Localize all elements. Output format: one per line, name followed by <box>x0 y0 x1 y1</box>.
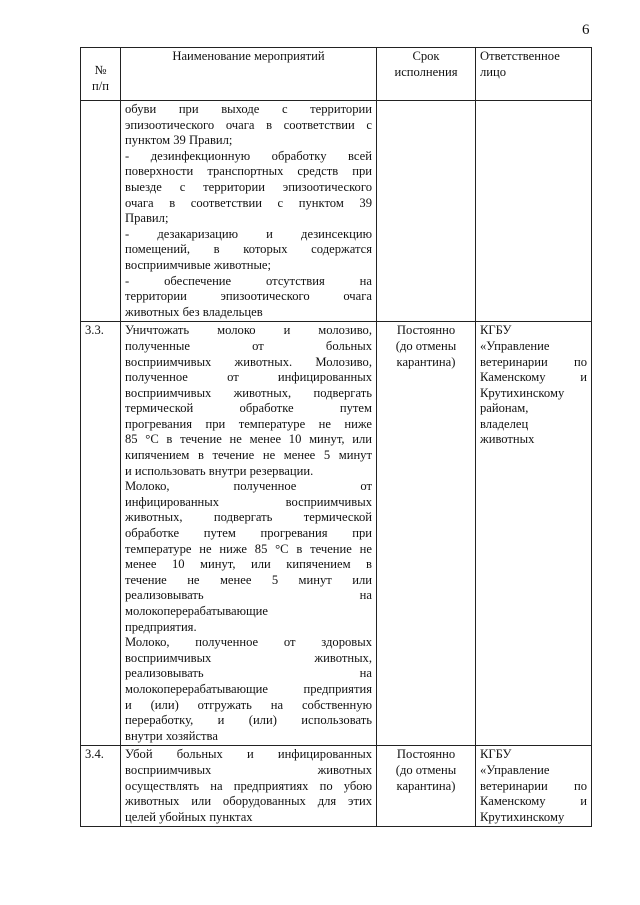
measure-line: кипячением в течение не менее 5 минут <box>125 448 372 463</box>
table-row <box>81 322 592 746</box>
header-deadline <box>377 48 476 101</box>
measure-line: восприимчивых животных. Молозиво, <box>125 354 372 369</box>
measure-line: течение не менее 5 минут или <box>125 572 372 587</box>
measure-line: температуре не ниже 85 °С в течение не <box>125 541 372 556</box>
responsible-line: КГБУ <box>480 747 512 762</box>
measure-line: Правил; <box>125 211 169 226</box>
measure-line: молокоперерабатывающие <box>125 604 269 618</box>
measure-line: Молоко, полученное от <box>125 479 372 494</box>
measure-line: переработку, и (или) использовать <box>125 713 372 728</box>
measure-line: эпизоотического очага в соответствии с <box>125 117 372 132</box>
measure-line: восприимчивых животных, <box>125 650 372 665</box>
header-number <box>81 48 121 101</box>
measure-line: реализовывать на <box>125 588 372 603</box>
measure-line: 85 °С в течение не менее 10 минут, или <box>125 432 372 447</box>
header-deadline-line1: Срок <box>412 49 440 63</box>
measure-line: и (или) отгружать на собственную <box>125 697 372 712</box>
row-number <box>81 101 121 322</box>
measure-line: Молоко, полученное от здоровых <box>125 635 372 650</box>
measure-line: очага в соответствии с пунктом 39 <box>125 195 372 210</box>
measure-line: территории эпизоотического очага <box>125 289 372 304</box>
row-number: 3.3. <box>81 322 121 746</box>
table-header-row <box>81 48 592 101</box>
measure-line: восприимчивых животных <box>125 762 372 777</box>
deadline-cell <box>377 101 476 322</box>
deadline-line: (до отмены <box>395 762 457 777</box>
measure-line: обработке путем прогревания при <box>125 526 372 541</box>
measure-text <box>121 746 377 827</box>
measure-line: предприятия. <box>125 619 197 634</box>
responsible-line: Каменскому и <box>480 794 587 809</box>
deadline-line: (до отмены <box>395 338 457 353</box>
measure-line: - обеспечение отсутствия на <box>125 273 372 288</box>
header-number-abbr: п/п <box>92 79 109 93</box>
header-measure-name: Наименование мероприятий <box>121 48 377 101</box>
measure-line: выезде с территории эпизоотического <box>125 179 372 194</box>
responsible-line: Крутихинскому <box>480 809 565 824</box>
responsible-line: районам, <box>480 401 529 416</box>
responsible-line: КГБУ <box>480 323 512 338</box>
table-row <box>81 101 592 322</box>
header-deadline-line2: исполнения <box>394 64 458 79</box>
measure-line: восприимчивых животных, подвергать <box>125 385 372 400</box>
measure-line: реализовывать на <box>125 666 372 681</box>
measure-line: менее 10 минут, или кипячением в <box>125 557 372 572</box>
measure-line: полученное от инфицированных <box>125 370 372 385</box>
row-number: 3.4. <box>81 746 121 827</box>
responsible-line: «Управление <box>480 338 550 353</box>
responsible-line: животных <box>480 432 535 447</box>
measure-line: осуществлять на предприятиях по убою <box>125 778 372 793</box>
responsible-cell <box>476 101 592 322</box>
table-row <box>81 746 592 827</box>
measure-line: помещений, в которых содержатся <box>125 242 372 257</box>
responsible-line: «Управление <box>480 762 550 777</box>
responsible-line: Каменскому и <box>480 370 587 385</box>
measure-line: - дезакаризацию и дезинсекцию <box>125 226 372 241</box>
measure-line: Уничтожать молоко и молозиво, <box>125 323 372 338</box>
measure-line: животных без владельцев <box>125 304 263 319</box>
measure-line: молокоперерабатывающие предприятия <box>125 681 372 696</box>
measure-text <box>121 101 377 322</box>
measure-line: внутри хозяйства <box>125 728 218 743</box>
measure-line: полученные от больных <box>125 338 372 353</box>
measures-table <box>80 47 592 827</box>
measure-line: животных или оборудованных для этих <box>125 794 372 809</box>
responsible-line: Крутихинскому <box>480 385 565 400</box>
measure-line: прогревания при температуре не ниже <box>125 416 372 431</box>
measure-line: Убой больных и инфицированных <box>125 747 372 762</box>
measure-line: и использовать внутри резервации. <box>125 463 314 478</box>
header-number-symbol: № <box>94 63 107 77</box>
deadline-line: Постоянно <box>396 747 456 762</box>
responsible-line: ветеринарии по <box>480 778 587 793</box>
deadline-cell <box>377 746 476 827</box>
header-responsible-line1: Ответственное <box>480 49 560 63</box>
measure-line: обуви при выходе с территории <box>125 102 372 116</box>
deadline-line: карантина) <box>396 354 456 369</box>
deadline-line: Постоянно <box>396 323 456 338</box>
responsible-line: ветеринарии по <box>480 354 587 369</box>
responsible-cell <box>476 322 592 746</box>
measure-text <box>121 322 377 746</box>
page-number: 6 <box>582 22 590 38</box>
deadline-line: карантина) <box>396 778 456 793</box>
header-responsible <box>476 48 592 101</box>
responsible-cell <box>476 746 592 827</box>
deadline-cell <box>377 322 476 746</box>
measure-line: животных, подвергать термической <box>125 510 372 525</box>
measure-line: - дезинфекционную обработку всей <box>125 148 372 163</box>
responsible-line: владелец <box>480 416 529 431</box>
header-responsible-line2: лицо <box>480 64 507 79</box>
measure-line: восприимчивые животные; <box>125 257 271 272</box>
measure-line: инфицированных восприимчивых <box>125 494 372 509</box>
measure-line: поверхности транспортных средств при <box>125 164 372 179</box>
measure-line: целей убойных пунктах <box>125 809 253 824</box>
measure-line: пунктом 39 Правил; <box>125 133 233 148</box>
measure-line: термической обработке путем <box>125 401 372 416</box>
